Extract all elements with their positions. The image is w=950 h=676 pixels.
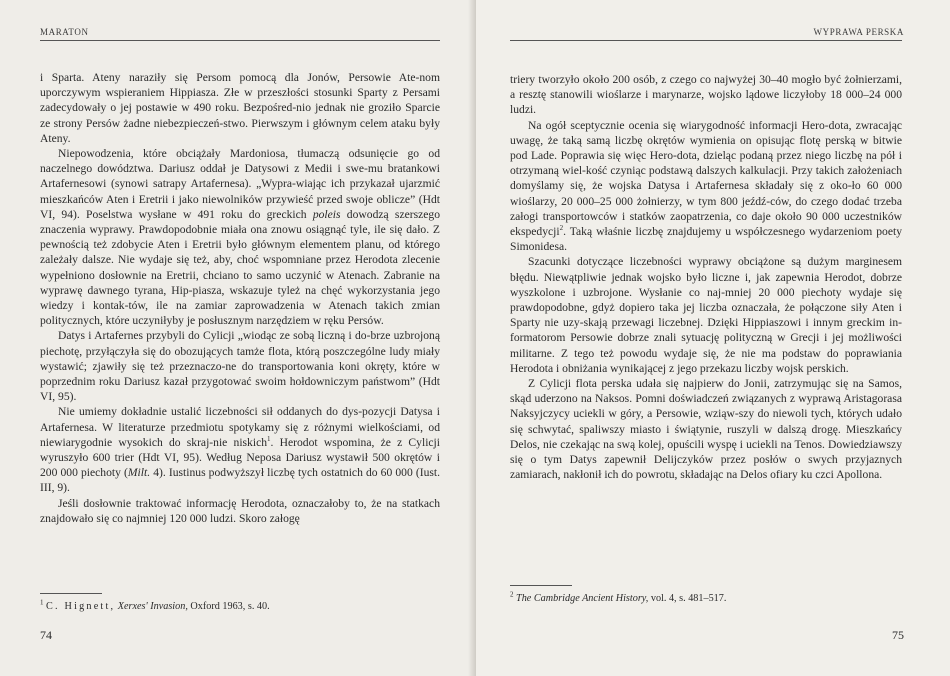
paragraph-text: Niepowodzenia, które obciążały Mardoniosa, tłumaczą odsunięcie go od naczelnego dowództwa. Dariusz oddał je Datysowi z Medii i swe-mu bratankowi Artafernesowi (synowi satrapy Artafernesa). „Wypra-wiając ich przykazał ujarzmić mieszkańców Aten i Eretrii i jako niewolników przywieść przed swoje oblicze” (Hdt VI, 94). Poselstwa wysłane w 491 roku do greckich — [40, 147, 440, 221]
paragraph-text: Nie umiemy dokładnie ustalić liczebności sił oddanych do dys-pozycji Datysa i Artafernesa. W literaturze przedmiotu spotykamy się z różnymi wielkościami, od niewiarygodnie wysokich do skraj-nie niskich — [40, 405, 440, 449]
paragraph: Szacunki dotyczące liczebności wyprawy obciążone są dużym marginesem błędu. Niewątpliwie jednak wojsko było liczne i, jak zapewnia Herodot, dobrze wyszkolone i uzbrojone. Wysłanie co naj-mniej 20 000 piechoty wydaje się prawdopodobne, gdyż dopiero taka jej liczba oznaczała, że połączone siły Aten i Sparty nie uzy-skają przewagi liczebnej. Dzięki Hippiaszowi i innym greckim in-formatorom Persowie dobrze znali sytuację polityczną w Grecji i jej możliwości militarne. Z tego też powodu wydaje się, że nie ma podstaw do poprawiania Herodota i obniżania wynikającej z jego przekazu liczby wojsk perskich. — [510, 255, 902, 375]
paragraph — [40, 146, 440, 328]
paragraph: Datys i Artafernes przybyli do Cylicji „wiodąc ze sobą liczną i do-brze uzbrojoną piechotę, przyłączyła się do obozujących tamże flota, którą poszczególne ludy miały wystawić; zjawiły się też przeznaczo-ne do transportowania koni okręty, które w poprzednim roku Dariusz kazał przygotować swoim hołdowniczym państwom” (Hdt VI, 95). — [40, 329, 440, 404]
paragraph: i Sparta. Ateny naraziły się Persom pomocą dla Jonów, Persowie Ate-nom uporczywym wspieraniem Hippiasza. Złe w przeszłości stosunki Sparty z Persami zadecydowały o jej postawie w 490 roku. Bezpośred-nio jednak nie groziło Sparcie ze strony Persów żadne niebezpieczeń-stwo. Pierwszym i głównym celem ataku były Ateny. — [40, 71, 440, 145]
right-page — [476, 0, 950, 676]
left-page-body — [40, 70, 440, 526]
footnote-mark: 2 — [510, 590, 514, 599]
header-rule-right — [510, 40, 902, 41]
paragraph-text: . Herodot wspomina, że z Cylicji wyruszyło 600 trier (Hdt VI, 95). Według Neposa Dariusz wystawił 500 okrętów i 200 000 piechoty ( — [40, 435, 440, 480]
footnote-1 — [40, 600, 440, 613]
footnote-text: vol. 4, s. 481–517. — [648, 593, 727, 604]
paragraph: triery tworzyło około 200 osób, z czego co najwyżej 30–40 mogło być żołnierzami, a resztę stanowili wioślarze i marynarze, wojsko lądowe liczyłoby 18 000–24 000 ludzi. — [510, 73, 902, 117]
footnote-rule-left — [40, 593, 102, 594]
paragraph-text: dowodzą szerszego znaczenia wyprawy. Prawdopodobnie miała ona znowu osiągnąć tyle, ile się dało. Z pewnością też zdobycie Aten i Eretrii było głównym elementem planu, od którego zależały dalsze. Nie wydaje się też, aby, choć wspomniane przez Herodota zlecenie wypełniono dosłownie na Eretrii, chciano to samo uczynić w Atenach. Zabranie na wyprawę dawnego tyrana, Hip-piasza, wskazuje tyleż na chęć wykorzystania jego wiedzy i kontak-tów, ile na zamiar zaprowadzenia w Atenach takich zmian politycznych, które uczyniłyby je posłusznym narzędziem w ręku Persów. — [40, 207, 440, 328]
paragraph-text: Na ogół sceptycznie ocenia się wiarygodność informacji Hero-dota, zwracając uwagę, że taką samą liczbę okrętów wymienia on opisując flotę perską w bitwie pod Lade. Poprawia się więc Hero-dota, dzieląc podaną przez niego liczbę na pół i otrzymaną wiel-kość czyniąc podstawą dalszych kalkulacji. Przy takich założeniach domyślamy się, że wojska Datysa i Artafernesa składały się z oko-ło 60 000 wioślarzy, 20 000–25 000 żołnierzy, w tym 800 jeźdź-ców, do czego dodać trzeba załogi transportowców i statków zaopatrzenia, co daje około 90 000 uczestników ekspedycji — [510, 118, 902, 239]
paragraph — [510, 118, 902, 255]
footnote-text: Oxford 1963, s. 40. — [187, 601, 270, 612]
paragraph — [40, 404, 440, 495]
page-number-left: 74 — [40, 628, 52, 642]
page-number-right: 75 — [892, 628, 904, 642]
footnote-rule-right — [510, 585, 572, 586]
footnote-ref[interactable]: 2 — [559, 224, 564, 233]
footnote-title: The Cambridge Ancient History, — [516, 593, 649, 604]
footnote-author: C. Hignett, — [46, 601, 116, 612]
header-rule-left — [40, 40, 440, 41]
footnote-mark: 1 — [40, 598, 44, 607]
footnote-ref[interactable]: 1 — [267, 435, 271, 444]
paragraph-text: 4). Iustinus podwyższył liczbę tych ostatnich do 60 000 (Iust. III, 9). — [40, 466, 440, 495]
paragraph: Z Cylicji flota perska udała się najpierw do Jonii, zatrzymując się na Samos, skąd uderzono na Naksos. Pomni doświadczeń związanych z wyprawą Aristagorasa Naksyjczycy uciekli w góry, a Persowie, wziąw-szy do niewoli tych, których udało się schwytać, spaliwszy miasto i świątynie, ruszyli w dalszą drogę. Mieszkańcy Delos, nie czekając na swą kolej, opuścili wyspę i uciekli na Tenos. Dowiedziawszy się o tym Datys zapewnił Delijczyków przez posłów o swych przyjaznych zamiarach, nakłonił ich do powrotu, składając na Delos ofiary ku czci Apollona. — [510, 377, 902, 482]
right-page-body — [510, 72, 902, 482]
left-page — [0, 0, 474, 676]
paragraph: Jeśli dosłownie traktować informację Herodota, oznaczałoby to, że na statkach znajdowało się co najmniej 120 000 ludzi. Skoro załogę — [40, 496, 440, 525]
paragraph-text: . Taką właśnie liczbę znajdujemy u współczesnego wydarzeniom poety Simonidesa. — [510, 225, 902, 254]
italic-term: Milt. — [127, 466, 151, 480]
running-head-right: WYPRAWA PERSKA — [813, 27, 904, 37]
footnote-2 — [510, 592, 902, 605]
running-head-left: MARATON — [40, 27, 89, 37]
footnote-title: Xerxes' Invasion, — [117, 601, 188, 612]
italic-term: poleis — [312, 207, 341, 221]
